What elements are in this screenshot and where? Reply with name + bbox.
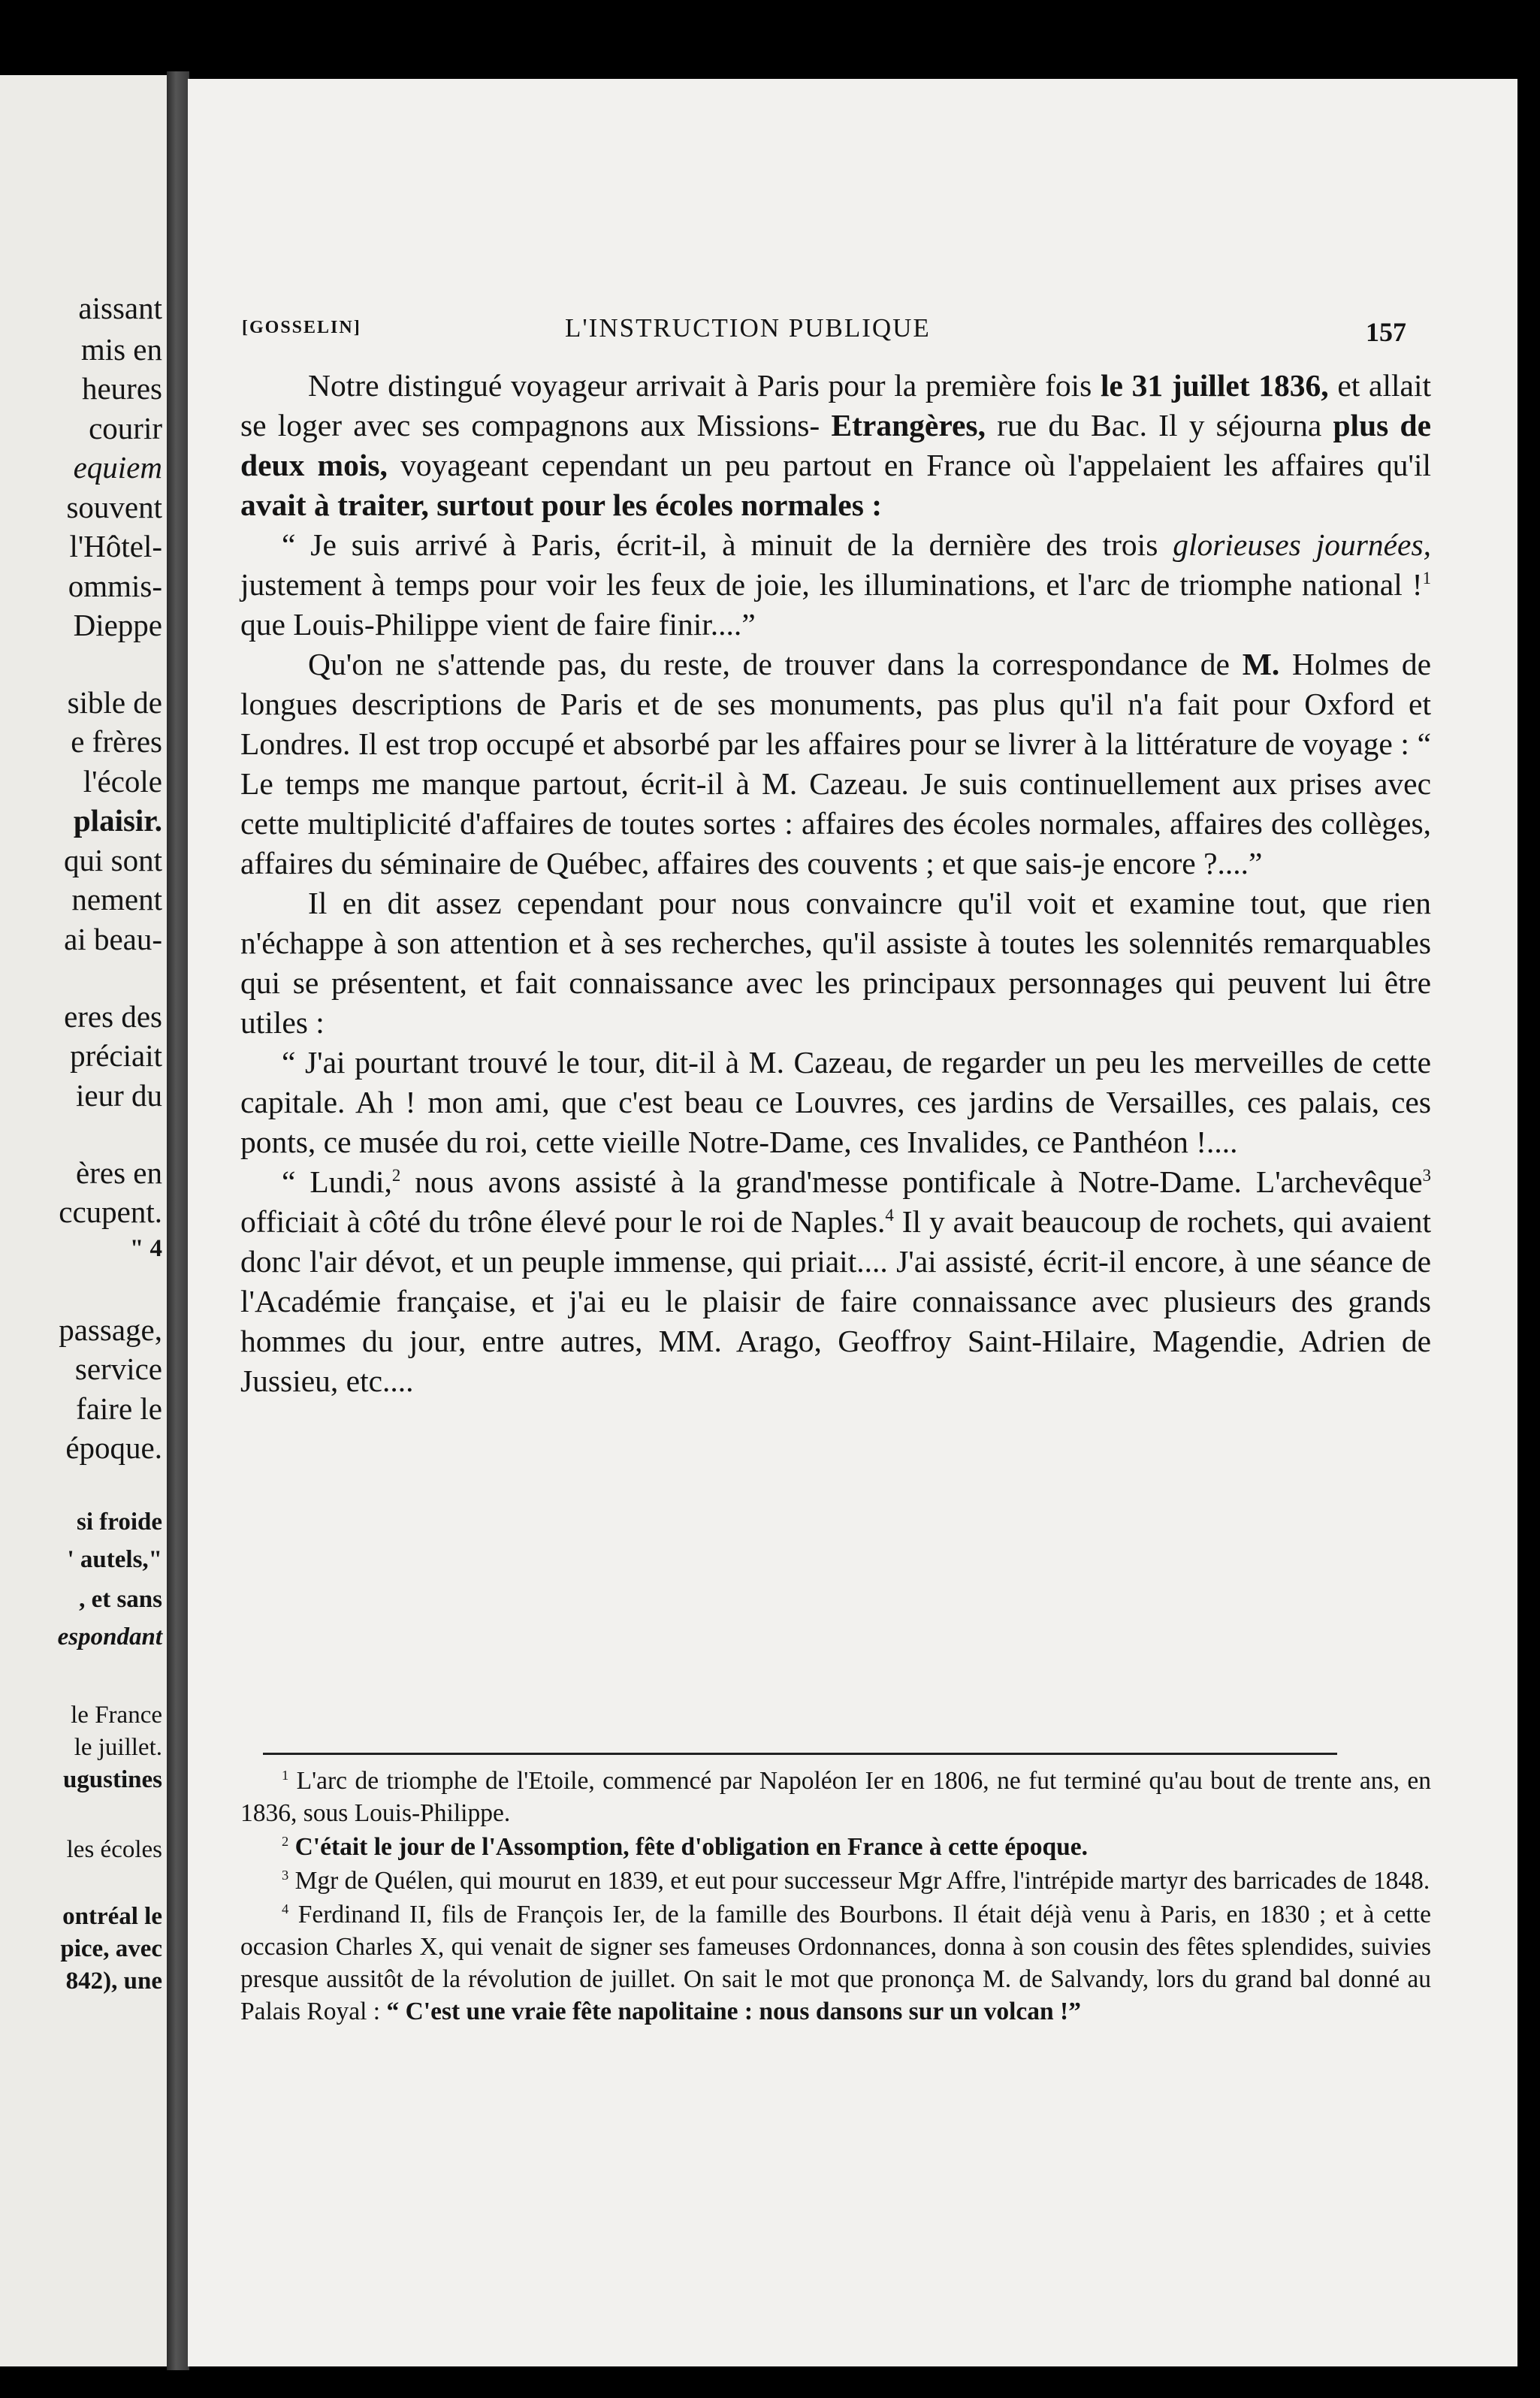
footnotes: [240, 1765, 1431, 2029]
previous-page-line: ères en: [76, 1155, 162, 1190]
p1-text-b: et allait se loger avec ses compagnons aux Missions-: [240, 368, 1431, 442]
previous-page-line: faire le: [76, 1391, 162, 1426]
previous-page-line: sible de: [67, 685, 162, 720]
previous-page-line: le France: [71, 1702, 162, 1729]
previous-page-line: ai beau-: [64, 922, 162, 956]
previous-page-line: Dieppe: [73, 608, 162, 642]
previous-page-line: e frères: [71, 724, 162, 759]
footnote-mark-2: 2: [282, 1833, 289, 1849]
p1-text-a: Notre distingué voyageur arrivait à Paris pour la première fois: [308, 368, 1092, 403]
previous-page-line: pice, avec: [60, 1935, 162, 1962]
previous-page-line: espondant: [57, 1623, 162, 1651]
previous-page-line: " 4: [129, 1235, 162, 1262]
previous-page-fragment: [0, 75, 167, 2366]
previous-page-line: ugustines: [62, 1766, 162, 1793]
p3-text-b: Holmes de longues descriptions de Paris et de ses monuments, pas plus qu'il n'a fait pour Oxford et Londres. Il est trop occupé et absorbé par les affaires pour se livrer à la littérature de voyage : “ Le temps me manque partout, écrit-il à M. Cazeau. Je suis continuellement aux prises avec cette multiplicité d'affaires de toutes sortes : affaires des écoles normales, affaires des collèges, affaires du séminaire de Québec, affaires des couvents ; et que sais-je encore ?....”: [240, 647, 1432, 880]
previous-page-line: mis en: [80, 332, 162, 367]
paragraph-1: [240, 366, 1431, 525]
previous-page-line: passage,: [59, 1312, 162, 1347]
footnote-ref-4: 4: [885, 1206, 894, 1225]
p1-date: le 31 juillet 1836,: [1101, 368, 1329, 403]
previous-page-line: 842), une: [65, 1968, 162, 1995]
paragraph-5-quote: “ J'ai pourtant trouvé le tour, dit-il à M. Cazeau, de regarder un peu les merveilles de cette capitale. Ah ! mon ami, que c'est beau ce Louvres, ces jardins de Versailles, ces palais, ces ponts, ce musée du roi, cette vieille Notre-Dame, ces Invalides, ce Panthéon !....: [240, 1045, 1431, 1159]
previous-page-line: equiem: [73, 450, 162, 485]
previous-page-line: nement: [71, 882, 162, 917]
footnote-mark-1: 1: [282, 1767, 289, 1783]
previous-page-line: ccupent.: [59, 1194, 162, 1229]
footnote-ref-3: 3: [1422, 1166, 1432, 1185]
p1-bold-normal-schools: avait à traiter, surtout pour les écoles normales :: [240, 488, 883, 522]
previous-page-line: service: [74, 1352, 162, 1386]
p1-text-c: rue du Bac. Il y séjourna: [997, 408, 1322, 442]
p2-italic: glorieuses journées,: [1173, 527, 1431, 562]
footnote-divider: [263, 1753, 1337, 1755]
footnote-1-text: L'arc de triomphe de l'Etoile, commencé par Napoléon Ier en 1806, ne fut terminé qu'au bout de trente ans, en 1836, sous Louis-Philippe.: [240, 1767, 1432, 1827]
previous-page-line: eres des: [64, 999, 162, 1034]
previous-page-line: les écoles: [66, 1836, 162, 1863]
footnote-4: [240, 1898, 1431, 2028]
p2-text-c: que Louis-Philippe vient de faire finir....”: [240, 607, 756, 642]
previous-page-line: qui sont: [64, 843, 162, 877]
p2-text-b: justement à temps pour voir les feux de joie, les illuminations, et l'arc de triomphe national !: [240, 567, 1423, 602]
p1-bold-duration: plus de deux mois,: [240, 408, 1431, 482]
paragraph-3: [240, 645, 1431, 883]
footnote-mark-4: 4: [282, 1901, 289, 1916]
previous-page-line: l'Hôtel-: [69, 529, 162, 563]
paragraph-6-quote: [240, 1162, 1431, 1401]
p6-text-c: officiait à côté du trône élevé pour le roi de Naples.: [240, 1204, 886, 1239]
page-number: 157: [1366, 317, 1406, 347]
previous-page-line: si froide: [77, 1509, 162, 1536]
p6-text-a: “ Lundi,: [282, 1164, 392, 1199]
footnote-2: [240, 1831, 1431, 1863]
footnote-ref-2: 2: [391, 1166, 401, 1185]
previous-page-line: ontréal le: [62, 1903, 162, 1930]
footnote-mark-3: 3: [282, 1867, 289, 1883]
header-title: L'INSTRUCTION PUBLIQUE: [565, 313, 931, 343]
footnote-4-quote: “ C'est une vraie fête napolitaine : nous dansons sur un volcan !”: [386, 1998, 1081, 2025]
previous-page-line: aissant: [78, 291, 162, 325]
previous-page-line: le juillet.: [74, 1734, 162, 1761]
previous-page-line: ' autels,": [67, 1546, 162, 1573]
p1-text-d: voyageant cependant un peu partout en France où l'appelaient les affaires qu'il: [400, 448, 1432, 482]
footnote-ref-1: 1: [1422, 569, 1431, 588]
running-header: [242, 313, 1406, 351]
previous-page-line: heures: [81, 371, 162, 406]
p6-text-d: Il y avait beaucoup de rochets, qui avaient donc l'air dévot, et un peuple immense, qui priait.... J'ai assisté, écrit-il encore, à une séance de l'Académie française, et j'ai eu le plaisir de faire connaissance avec plusieurs des grands hommes du jour, entre autres, MM. Arago, Geoffroy Saint-Hilaire, Magendie, Adrien de Jussieu, etc....: [240, 1204, 1431, 1398]
p6-text-b: nous avons assisté à la grand'messe pontificale à Notre-Dame. L'archevêque: [415, 1164, 1423, 1199]
previous-page-line: plaisir.: [73, 803, 162, 838]
previous-page-line: époque.: [65, 1430, 162, 1465]
previous-page-line: l'école: [83, 764, 162, 799]
previous-page-line: ommis-: [68, 569, 162, 603]
previous-page-line: préciait: [70, 1038, 162, 1073]
header-author: [GOSSELIN]: [242, 318, 361, 337]
previous-page-line: , et sans: [79, 1586, 162, 1613]
paragraph-4: Il en dit assez cependant pour nous convaincre qu'il voit et examine tout, que rien n'échappe à son attention et à ses recherches, qu'il assiste à toutes les solennités remarquables qui se présentent, et fait connaissance avec les principaux personnages qui peuvent lui être utiles :: [240, 886, 1431, 1040]
book-gutter: [167, 71, 189, 2370]
footnote-4-text: Ferdinand II, fils de François Ier, de la famille des Bourbons. Il était déjà venu à Paris, en 1830 ; et à cette occasion Charles X, qui venait de signer ses fameuses Ordonnances, donna à son cousin des fêtes splendides, suivies presque aussitôt de la révolution de juillet. On sait le mot que prononça M. de Salvandy, lors du grand bal donné au Palais Royal :: [240, 1901, 1432, 2025]
previous-page-line: ieur du: [76, 1078, 162, 1113]
footnote-3: [240, 1865, 1431, 1897]
previous-page-line: souvent: [66, 490, 162, 524]
book-page: [188, 79, 1517, 2366]
p2-text-a: “ Je suis arrivé à Paris, écrit-il, à minuit de la dernière des trois: [282, 527, 1158, 562]
previous-page-line: courir: [89, 411, 162, 445]
paragraph-2-quote: [240, 525, 1431, 645]
footnote-3-text: Mgr de Quélen, qui mourut en 1839, et eut pour successeur Mgr Affre, l'intrépide martyr des barricades de 1848.: [294, 1867, 1430, 1895]
footnote-2-text: C'était le jour de l'Assomption, fête d'obligation en France à cette époque.: [294, 1833, 1089, 1861]
footnote-1: [240, 1765, 1431, 1829]
main-text: [240, 366, 1431, 1401]
p1-bold-etrangeres: Etrangères,: [831, 408, 986, 442]
p3-bold: M.: [1242, 647, 1280, 681]
p3-text-a: Qu'on ne s'attende pas, du reste, de trouver dans la correspondance de: [308, 647, 1230, 681]
